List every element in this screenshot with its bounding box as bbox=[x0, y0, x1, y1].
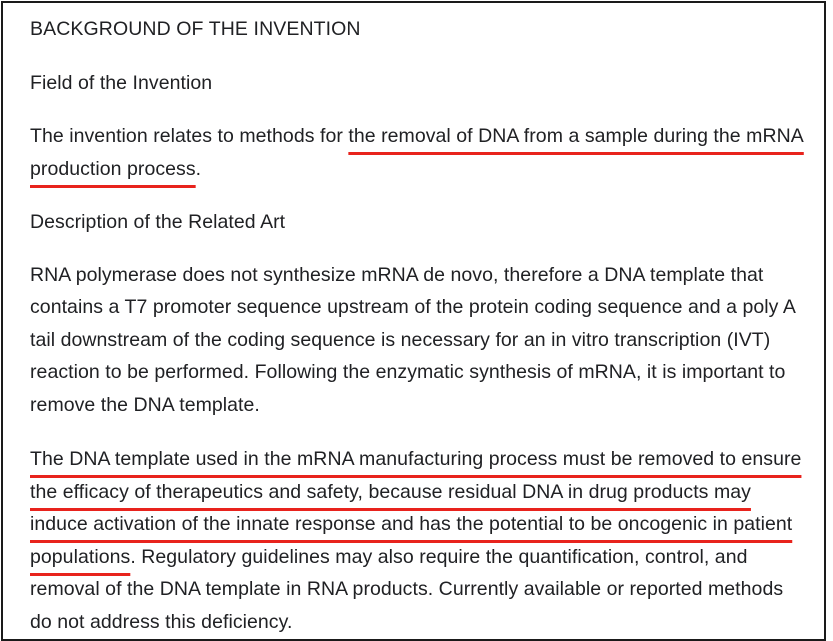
field-paragraph bbox=[30, 120, 808, 185]
document-frame bbox=[1, 1, 826, 641]
field-paragraph-end: . bbox=[195, 157, 202, 180]
field-paragraph-text: The invention relates to methods for bbox=[30, 125, 349, 147]
document-body bbox=[30, 13, 808, 638]
section-heading: BACKGROUND OF THE INVENTION bbox=[30, 18, 361, 40]
highlighted-passage: The DNA template used in the mRNA manufacturing process must be removed to ensure the efficacy of therapeutics and safety, because residual DNA in drug products may induce activation of the innate response and has the potential to be oncogenic in patient populations bbox=[30, 448, 802, 568]
related-art-subheading: Description of the Related Art bbox=[30, 211, 286, 233]
field-subheading: Field of the Invention bbox=[30, 71, 213, 94]
dna-removal-paragraph-rest: . Regulatory guidelines may also require the quantification, control, and removal of the DNA template in RNA products. Currently available or reported methods do not address this deficiency. bbox=[30, 545, 784, 633]
related-art-paragraph: RNA polymerase does not synthesize mRNA de novo, therefore a DNA template that contains a T7 promoter sequence upstream of the protein coding sequence and a poly A tail downstream of the coding sequence is necessary for an in vitro transcription (IVT) reaction to be performed. Following the enzymatic synthesis of mRNA, it is important to remove the DNA template. bbox=[30, 263, 795, 416]
highlighted-phrase: the removal of DNA from a sample during the mRNA production process bbox=[30, 125, 804, 180]
dna-removal-paragraph bbox=[30, 443, 808, 638]
